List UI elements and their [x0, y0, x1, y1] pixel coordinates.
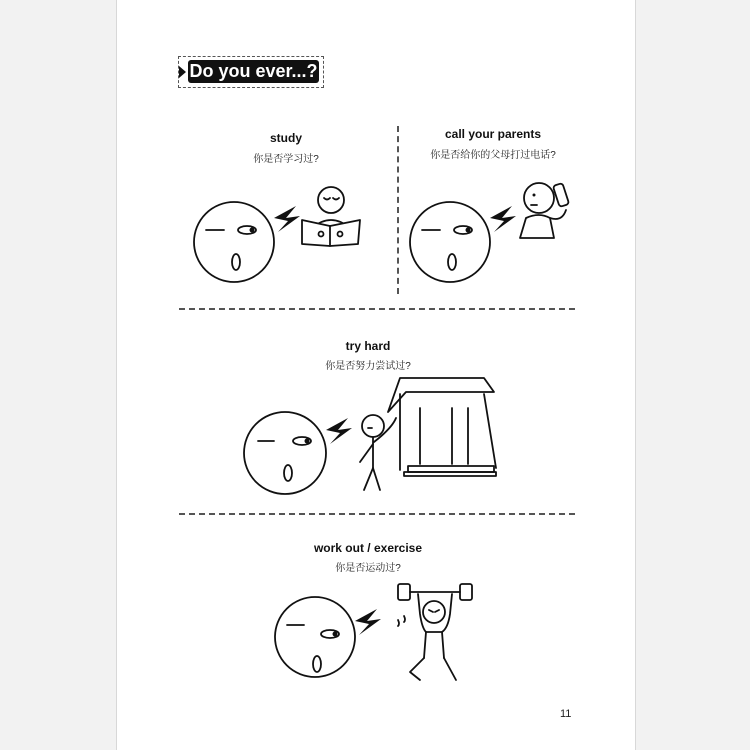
panel-tryhard-subtitle: 你是否努力尝试过?	[325, 361, 411, 372]
workout-illustration	[270, 584, 490, 694]
call-illustration	[408, 180, 588, 290]
horizontal-divider-2	[179, 513, 575, 515]
face-icon	[275, 597, 355, 677]
study-illustration	[192, 180, 372, 290]
lightning-icon	[274, 206, 300, 232]
horizontal-divider-1	[179, 308, 575, 310]
panel-call-subtitle: 你是否给你的父母打过电话?	[430, 150, 556, 161]
tryhard-illustration	[240, 380, 500, 500]
lightning-icon	[490, 206, 516, 232]
vertical-divider	[397, 126, 399, 294]
panel-call-title: call your parents	[444, 127, 542, 141]
reading-person-icon	[302, 187, 360, 246]
panel-workout-title: work out / exercise	[313, 541, 423, 555]
tag-pointer-icon	[179, 66, 186, 78]
lightning-icon	[355, 609, 381, 635]
weightlifter-icon	[398, 584, 472, 680]
stretching-person-icon	[360, 378, 496, 490]
panel-workout-subtitle: 你是否运动过?	[335, 563, 401, 574]
panel-study-title: study	[269, 131, 302, 145]
face-icon	[194, 202, 274, 282]
section-tag-label: Do you ever...?	[189, 61, 318, 81]
section-tag	[178, 56, 324, 88]
face-icon	[244, 412, 326, 494]
phone-person-icon	[520, 183, 569, 238]
face-icon	[410, 202, 490, 282]
panel-tryhard-title: try hard	[345, 339, 391, 353]
lightning-icon	[326, 418, 352, 444]
panel-study-subtitle: 你是否学习过?	[253, 154, 319, 165]
page-number: 11	[560, 708, 572, 720]
